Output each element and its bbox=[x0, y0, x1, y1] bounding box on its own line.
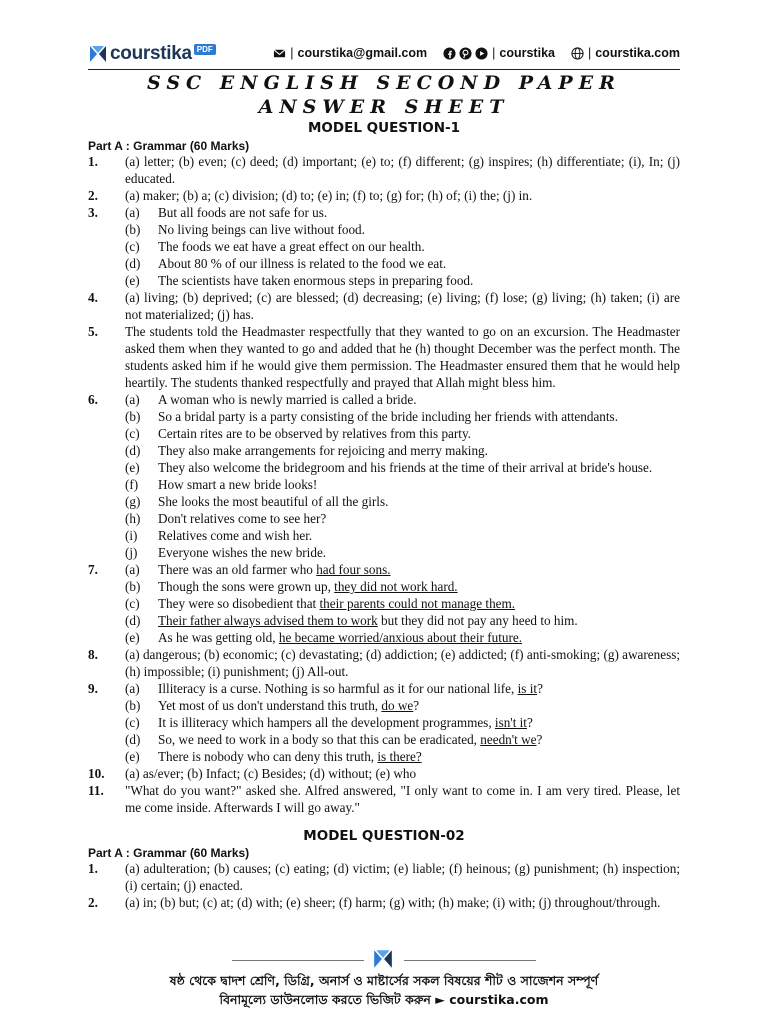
list-item: (d) About 80 % of our illness is related to the food we eat. bbox=[125, 256, 447, 271]
list-item: (e) As he was getting old, he became worried/anxious about their future. bbox=[125, 630, 523, 645]
list-item: (e) The scientists have taken enormous steps in preparing food. bbox=[125, 273, 474, 288]
list-item: (e) They also welcome the bridegroom and his friends at the time of their arrival at bride's house. bbox=[125, 460, 653, 475]
model-question-2-answers bbox=[88, 860, 680, 911]
facebook-icon[interactable] bbox=[443, 47, 456, 60]
part-a-heading-2: Part A : Grammar (60 Marks) bbox=[88, 846, 250, 860]
list-item: (i) Relatives come and wish her. bbox=[125, 528, 313, 543]
page-header bbox=[88, 40, 680, 70]
social-icons bbox=[443, 47, 488, 60]
globe-icon bbox=[571, 47, 584, 60]
list-item: (c) It is illiteracy which hampers all the development programmes, isn't it? bbox=[125, 715, 533, 730]
list-item: (c) They were so disobedient that their parents could not manage them. bbox=[125, 596, 516, 611]
answer-8: 8. (a) dangerous; (b) economic; (c) devastating; (d) addiction; (e) addicted; (f) anti-smoking; (g) awareness; (h) impossible; (i) punishment; (j) All-out. bbox=[88, 647, 680, 679]
answer-9: 9. bbox=[88, 681, 98, 696]
email-icon bbox=[273, 47, 286, 60]
website-link[interactable]: courstika.com bbox=[595, 46, 680, 60]
list-item: (b) Though the sons were grown up, they did not work hard. bbox=[125, 579, 458, 594]
footer-divider-right bbox=[404, 960, 536, 961]
answer-11: 11. "What do you want?" asked she. Alfred answered, "I only want to come in. I am very tired. Please, let me come inside. Afterwards I will go away." bbox=[88, 783, 680, 815]
list-item: (b) No living beings can live without food. bbox=[125, 222, 365, 237]
document-subtitle: ANSWER SHEET bbox=[258, 96, 510, 118]
list-item: (d) Their father always advised them to work but they did not pay any heed to him. bbox=[125, 613, 578, 628]
courstika-logo-icon bbox=[88, 44, 108, 64]
answer-2: 2. (a) maker; (b) a; (c) division; (d) to; (e) in; (f) to; (g) for; (h) of; (i) the; (j) in. bbox=[88, 188, 533, 203]
youtube-icon[interactable] bbox=[475, 47, 488, 60]
model-question-1-answers bbox=[88, 153, 680, 816]
footer-divider-left bbox=[232, 960, 364, 961]
list-item: (g) She looks the most beautiful of all the girls. bbox=[125, 494, 389, 509]
answer-5: 5. The students told the Headmaster respectfully that they wanted to go on an excursion. The Headmaster asked them when they wanted to go and added that he (h) thought December was the perfect month. The students asked him if he would give them permission. The Headmaster ensured them that he would help heartily. The students thanked respectfully and prayed that Allah might bless him. bbox=[88, 324, 680, 390]
answer-4: 4. (a) living; (b) deprived; (c) are blessed; (d) decreasing; (e) living; (f) lose; (g) living; (h) taken; (i) are not materialized; (j) has. bbox=[88, 290, 680, 322]
answer-7: 7. bbox=[88, 562, 98, 577]
list-item: (c) The foods we eat have a great effect on our health. bbox=[125, 239, 425, 254]
answer-2: 2. (a) in; (b) but; (c) at; (d) with; (e) sheer; (f) harm; (g) with; (h) make; (i) with; (j) throughout/through. bbox=[88, 895, 661, 910]
courstika-logo-icon bbox=[372, 948, 394, 970]
list-item: (e) There is nobody who can deny this truth, is there? bbox=[125, 749, 422, 764]
list-item: (b) So a bridal party is a party consisting of the bride including her friends with attendants. bbox=[125, 409, 618, 424]
model-question-1-heading: MODEL QUESTION-1 bbox=[307, 120, 461, 136]
brand-name: courstika bbox=[110, 43, 192, 64]
brand-badge: PDF bbox=[194, 44, 216, 55]
document-title: SSC ENGLISH SECOND PAPER bbox=[147, 72, 621, 94]
list-item: (a) A woman who is newly married is called a bride. bbox=[125, 392, 417, 407]
pinterest-icon[interactable] bbox=[459, 47, 472, 60]
footer-promo-line1: ষষ্ঠ থেকে দ্বাদশ শ্রেণি, ডিগ্রি, অনার্স ও মাষ্টার্সের সকল বিষয়ের শীট ও সাজেশন সম্পূর্ণ bbox=[169, 973, 599, 988]
list-item: (a) There was an old farmer who had four sons. bbox=[125, 562, 391, 577]
list-item: (f) How smart a new bride looks! bbox=[125, 477, 318, 492]
answer-6: 6. bbox=[88, 392, 98, 407]
list-item: (b) Yet most of us don't understand this truth, do we? bbox=[125, 698, 420, 713]
answer-10: 10. (a) as/ever; (b) Infact; (c) Besides; (d) without; (e) who bbox=[88, 766, 417, 781]
list-item: (c) Certain rites are to be observed by relatives from this party. bbox=[125, 426, 471, 441]
model-question-2-heading: MODEL QUESTION-02 bbox=[303, 828, 465, 844]
part-a-heading-1: Part A : Grammar (60 Marks) bbox=[88, 139, 250, 153]
brand-logo[interactable] bbox=[88, 42, 216, 66]
list-item: (a) But all foods are not safe for us. bbox=[125, 205, 328, 220]
contact-bar: | courstika@gmail.com | courstika | courstika.com bbox=[273, 46, 680, 60]
list-item: (a) Illiteracy is a curse. Nothing is so harmful as it for our national life, is it? bbox=[125, 681, 543, 696]
list-item: (h) Don't relatives come to see her? bbox=[125, 511, 327, 526]
social-handle[interactable]: courstika bbox=[499, 46, 555, 60]
list-item: (d) So, we need to work in a body so that this can be eradicated, needn't we? bbox=[125, 732, 543, 747]
email-link[interactable]: courstika@gmail.com bbox=[297, 46, 428, 60]
list-item: (d) They also make arrangements for rejoicing and merry making. bbox=[125, 443, 488, 458]
answer-1: 1. (a) letter; (b) even; (c) deed; (d) important; (e) to; (f) different; (g) inspires; (h) differentiate; (i), In; (j) educated. bbox=[88, 154, 680, 186]
answer-1: 1. (a) adulteration; (b) causes; (c) eating; (d) victim; (e) liable; (f) heinous; (g) punishment; (h) inspection; (i) certain; (j) enacted. bbox=[88, 861, 680, 893]
footer-promo-line2[interactable]: বিনামূল্যে ডাউনলোড করতে ভিজিট করুন ► courstika.com bbox=[219, 992, 549, 1007]
list-item: (j) Everyone wishes the new bride. bbox=[125, 545, 327, 560]
answer-3: 3. bbox=[88, 205, 98, 220]
header-divider bbox=[88, 69, 680, 70]
